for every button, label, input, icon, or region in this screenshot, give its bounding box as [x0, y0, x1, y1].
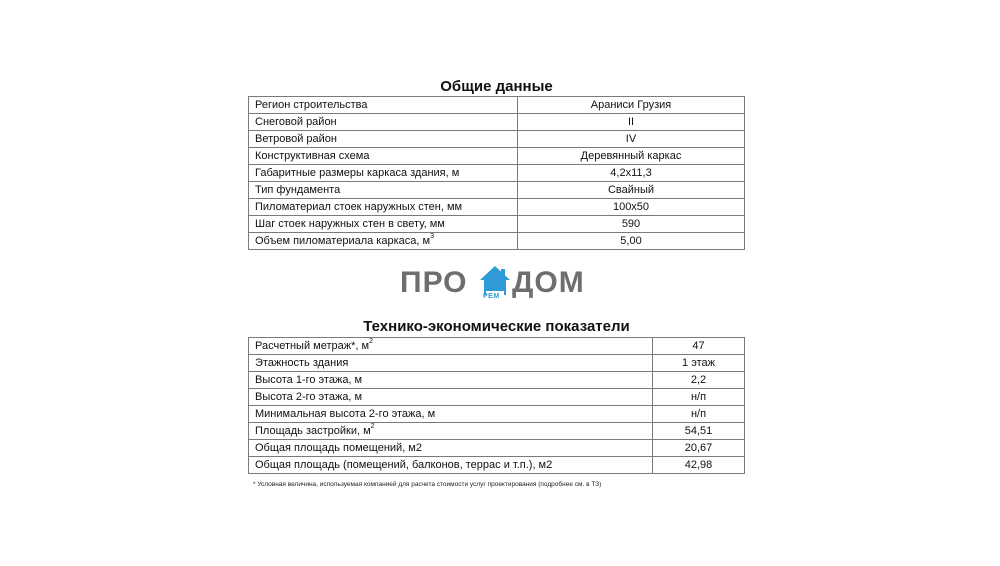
row-label [249, 148, 518, 165]
row-value: 1 этаж [653, 355, 745, 372]
row-label-text: Общая площадь (помещений, балконов, террас и т.п.), м2 [255, 458, 553, 471]
row-label-text: Габаритные размеры каркаса здания, м [255, 166, 460, 179]
table-row [249, 182, 745, 199]
row-value: 42,98 [653, 457, 745, 474]
row-label-text: Конструктивная схема [255, 149, 370, 162]
table-row [249, 338, 745, 355]
general-data-table [248, 96, 745, 250]
row-label-text: Общая площадь помещений, м2 [255, 441, 422, 454]
table-row [249, 440, 745, 457]
row-value: 54,51 [653, 423, 745, 440]
row-value: Деревянный каркас [518, 148, 745, 165]
row-label [249, 131, 518, 148]
logo-word-left: ПРО [400, 266, 468, 299]
table-row [249, 355, 745, 372]
row-value: 2,2 [653, 372, 745, 389]
row-value: 590 [518, 216, 745, 233]
prodom-logo [400, 264, 600, 304]
row-label-text: Высота 2-го этажа, м [255, 390, 363, 403]
row-label [249, 457, 653, 474]
logo-subtitle: РЕМ [483, 293, 500, 300]
row-label [249, 338, 653, 355]
table-row [249, 423, 745, 440]
row-label [249, 233, 518, 250]
table-row [249, 389, 745, 406]
row-value: II [518, 114, 745, 131]
logo-word-right: ДОМ [512, 266, 585, 299]
row-label [249, 389, 653, 406]
row-value: 4,2х11,3 [518, 165, 745, 182]
row-label-text: Тип фундамента [255, 183, 341, 196]
row-label [249, 182, 518, 199]
row-label-text: Регион строительства [255, 98, 368, 111]
unit-superscript: 2 [369, 337, 373, 345]
row-label [249, 114, 518, 131]
table-row [249, 97, 745, 114]
table-row [249, 131, 745, 148]
row-label [249, 165, 518, 182]
row-label [249, 372, 653, 389]
row-label [249, 355, 653, 372]
row-value: н/п [653, 406, 745, 423]
table-row [249, 457, 745, 474]
table-row [249, 233, 745, 250]
row-value: 5,00 [518, 233, 745, 250]
row-label [249, 406, 653, 423]
row-label-text: Минимальная высота 2-го этажа, м [255, 407, 436, 420]
row-label [249, 216, 518, 233]
row-label-text: Шаг стоек наружных стен в свету, мм [255, 217, 445, 230]
row-label-text: Ветровой район [255, 132, 337, 145]
table-row [249, 148, 745, 165]
tech-indicators-table [248, 337, 745, 474]
row-label-text: Пиломатериал стоек наружных стен, мм [255, 200, 463, 213]
row-value: Свайный [518, 182, 745, 199]
row-label-text: Высота 1-го этажа, м [255, 373, 363, 386]
row-value: IV [518, 131, 745, 148]
table-row [249, 165, 745, 182]
row-label-text: Расчетный метраж*, м [255, 339, 370, 352]
row-value: Арaниси Грузия [518, 97, 745, 114]
tech-indicators-title: Технико-экономические показатели [363, 318, 630, 335]
row-label-text: Этажность здания [255, 356, 349, 369]
table-row [249, 199, 745, 216]
row-label-text: Снеговой район [255, 115, 337, 128]
table-row [249, 372, 745, 389]
row-label-text: Объем пиломатериала каркаса, м [255, 234, 431, 247]
table-row [249, 216, 745, 233]
row-value: 100х50 [518, 199, 745, 216]
row-value: 20,67 [653, 440, 745, 457]
row-label-text: Площадь застройки, м [255, 424, 371, 437]
row-label [249, 440, 653, 457]
table-row [249, 406, 745, 423]
row-value: н/п [653, 389, 745, 406]
general-data-title: Общие данные [440, 78, 553, 95]
table-row [249, 114, 745, 131]
row-label [249, 423, 653, 440]
row-label [249, 97, 518, 114]
unit-superscript: 2 [370, 422, 375, 430]
footnote: * Условная величина, используемая компанией для расчета стоимости услуг проектирования (подробнее см. в ТЗ) [253, 481, 602, 488]
unit-superscript: 3 [430, 232, 434, 240]
row-label [249, 199, 518, 216]
row-value: 47 [653, 338, 745, 355]
